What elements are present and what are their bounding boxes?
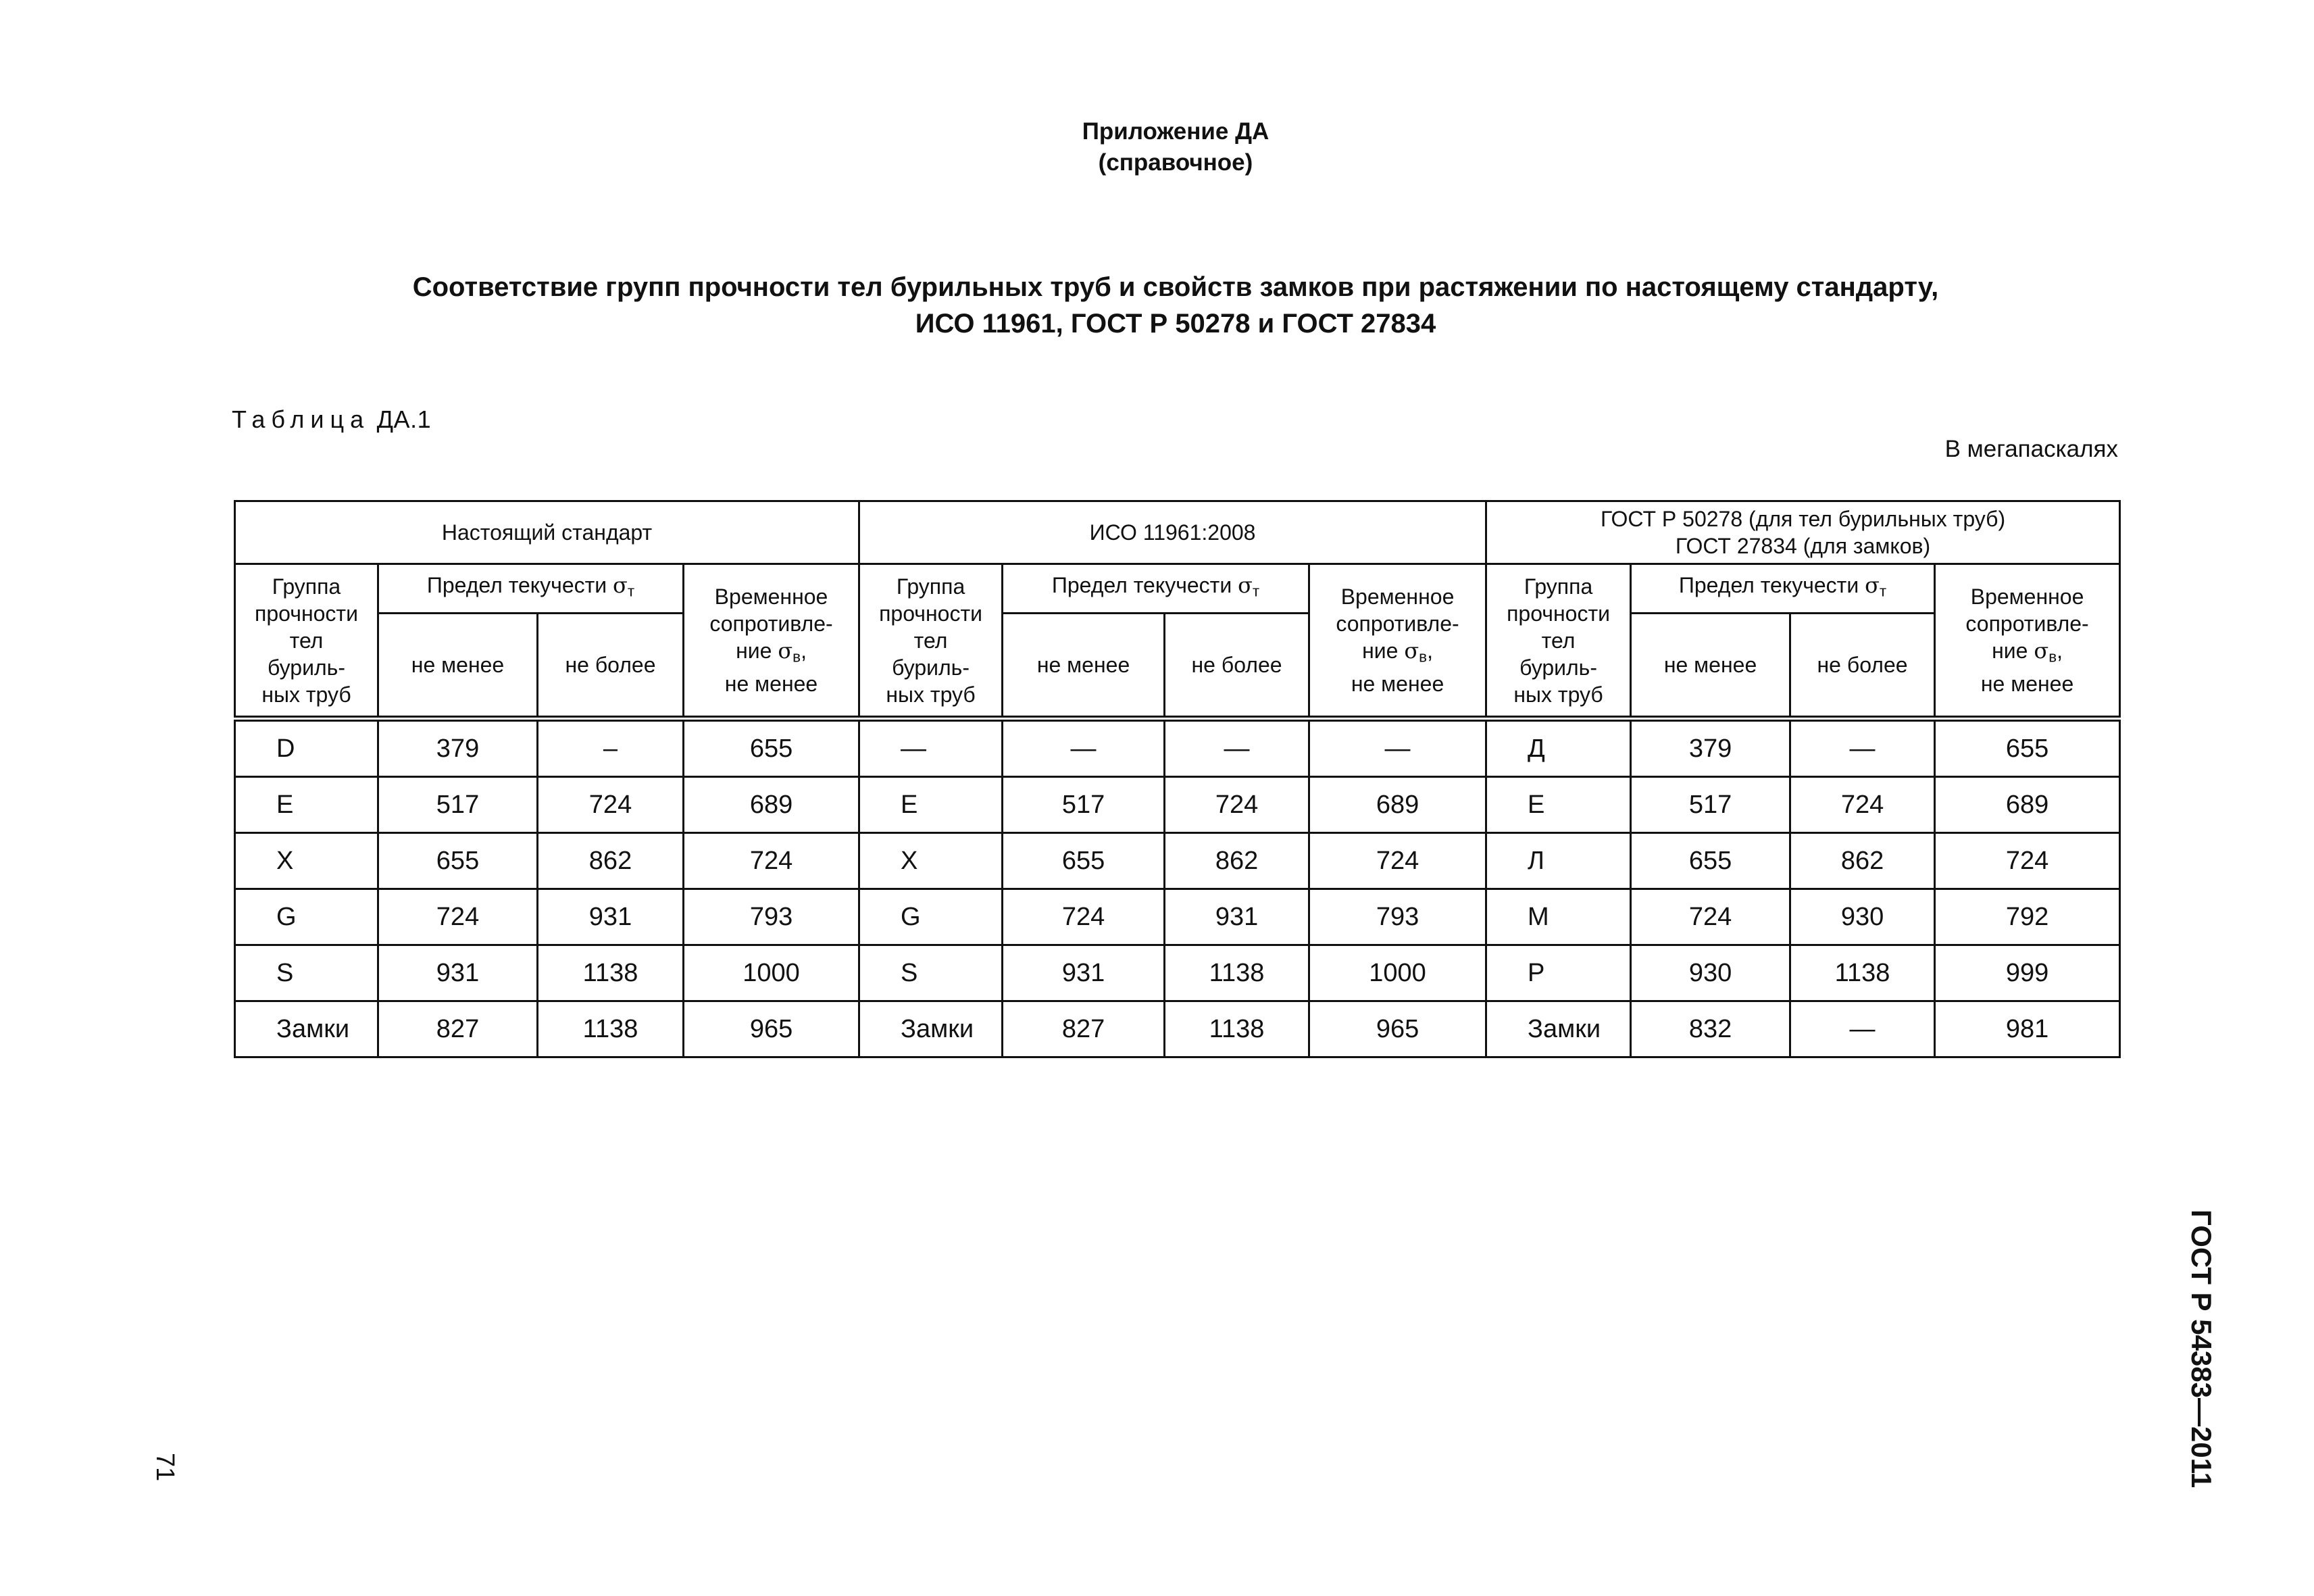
table-row (235, 719, 2120, 777)
table-cell: Р (1486, 945, 1631, 1001)
table-label-word: Таблица (232, 405, 370, 433)
table-cell: 655 (378, 833, 538, 889)
table-cell: — (1309, 719, 1486, 777)
table-cell: X (235, 833, 378, 889)
col-header-max: не более (1165, 614, 1309, 719)
table-cell: 1000 (1309, 945, 1486, 1001)
table-cell: 655 (1631, 833, 1790, 889)
table-label-id: ДА.1 (376, 405, 432, 433)
page-number: 71 (151, 1453, 179, 1482)
gost-pipes-line: ГОСТ Р 50278 (для тел бурильных труб) (1601, 507, 2006, 531)
table-cell: — (859, 719, 1003, 777)
table-cell: – (538, 719, 684, 777)
table-cell: E (859, 777, 1003, 833)
table-cell: 931 (1165, 889, 1309, 945)
table-cell: 689 (1935, 777, 2120, 833)
table-cell: 931 (378, 945, 538, 1001)
col-header-group: Группа прочности тел буриль- ных труб (859, 564, 1003, 719)
table-cell: 655 (684, 719, 859, 777)
group-header-iso: ИСО 11961:2008 (859, 501, 1486, 564)
table-cell: 724 (1790, 777, 1935, 833)
col-header-tensile: Временное сопротивле- ние σв, не менее (684, 564, 859, 719)
table-cell: Е (1486, 777, 1631, 833)
table-cell: 862 (1790, 833, 1935, 889)
table-cell: 1138 (538, 1001, 684, 1057)
table-cell: 981 (1935, 1001, 2120, 1057)
col-header-yield: Предел текучести σт (1631, 564, 1935, 614)
table-cell: 827 (1003, 1001, 1165, 1057)
col-header-tensile: Временное сопротивле- ние σв, не менее (1309, 564, 1486, 719)
table-row (235, 777, 2120, 833)
col-header-max: не более (538, 614, 684, 719)
table-cell: 724 (1309, 833, 1486, 889)
col-header-yield: Предел текучести σт (1003, 564, 1309, 614)
table-cell: 724 (1935, 833, 2120, 889)
table-cell: 862 (1165, 833, 1309, 889)
units-note: В мегапаскалях (1944, 436, 2118, 462)
table-cell: 724 (1631, 889, 1790, 945)
col-header-group: Группа прочности тел буриль- ных труб (1486, 564, 1631, 719)
table-cell: — (1165, 719, 1309, 777)
table-cell: — (1790, 719, 1935, 777)
col-header-min: не менее (1631, 614, 1790, 719)
table-cell: 930 (1631, 945, 1790, 1001)
document-code: ГОСТ Р 54383—2011 (2186, 1210, 2217, 1489)
table-cell: М (1486, 889, 1631, 945)
col-header-tensile: Временное сопротивле- ние σв, не менее (1935, 564, 2120, 719)
table-cell: Л (1486, 833, 1631, 889)
col-header-yield: Предел текучести σт (378, 564, 684, 614)
heading-line-1: Соответствие групп прочности тел бурильных труб и свойств замков при растяжении по настоящему стандарту, (412, 272, 1939, 302)
table-cell: 724 (1003, 889, 1165, 945)
col-header-min: не менее (378, 614, 538, 719)
table-cell: Замки (235, 1001, 378, 1057)
table-cell: D (235, 719, 378, 777)
table-cell: 999 (1935, 945, 2120, 1001)
appendix-type: (справочное) (1098, 149, 1253, 176)
appendix-label: Приложение ДА (1082, 118, 1269, 145)
table-cell: 724 (1165, 777, 1309, 833)
table-cell: 517 (1003, 777, 1165, 833)
heading-line-2: ИСО 11961, ГОСТ Р 50278 и ГОСТ 27834 (915, 309, 1436, 339)
table-cell: 379 (378, 719, 538, 777)
col-header-min: не менее (1003, 614, 1165, 719)
table-cell: S (859, 945, 1003, 1001)
table-cell: 792 (1935, 889, 2120, 945)
table-cell: X (859, 833, 1003, 889)
table-cell: 1138 (1165, 1001, 1309, 1057)
table-cell: 689 (1309, 777, 1486, 833)
table-cell: E (235, 777, 378, 833)
table-cell: 724 (538, 777, 684, 833)
table-cell: Замки (1486, 1001, 1631, 1057)
table-label (232, 405, 431, 434)
gost-joints-line: ГОСТ 27834 (для замков) (1675, 534, 1931, 558)
table-cell: S (235, 945, 378, 1001)
table-row (235, 945, 2120, 1001)
table-cell: 931 (538, 889, 684, 945)
document-heading (0, 269, 2314, 342)
table-cell: 1138 (538, 945, 684, 1001)
table-cell: 832 (1631, 1001, 1790, 1057)
appendix-title (0, 116, 2314, 178)
table-row (235, 833, 2120, 889)
table-cell: G (859, 889, 1003, 945)
table-cell: 1138 (1165, 945, 1309, 1001)
table-body (235, 719, 2120, 1057)
strength-table (234, 500, 2121, 1058)
table-cell: 724 (378, 889, 538, 945)
table-cell: 379 (1631, 719, 1790, 777)
table-cell: 793 (1309, 889, 1486, 945)
table-cell: 517 (1631, 777, 1790, 833)
table-cell: 655 (1935, 719, 2120, 777)
table-cell: Д (1486, 719, 1631, 777)
table-cell: — (1003, 719, 1165, 777)
table-cell: G (235, 889, 378, 945)
table-cell: 1138 (1790, 945, 1935, 1001)
table-cell: Замки (859, 1001, 1003, 1057)
table-cell: 931 (1003, 945, 1165, 1001)
table-cell: 930 (1790, 889, 1935, 945)
table-cell: 689 (684, 777, 859, 833)
table-row (235, 889, 2120, 945)
table-cell: 655 (1003, 833, 1165, 889)
table-cell: — (1790, 1001, 1935, 1057)
table-cell: 827 (378, 1001, 538, 1057)
group-header-gost (1486, 501, 2120, 564)
table-cell: 965 (1309, 1001, 1486, 1057)
table-cell: 517 (378, 777, 538, 833)
table-row (235, 1001, 2120, 1057)
table-cell: 724 (684, 833, 859, 889)
col-header-max: не более (1790, 614, 1935, 719)
table-cell: 862 (538, 833, 684, 889)
table-cell: 965 (684, 1001, 859, 1057)
group-header-this-standard: Настоящий стандарт (235, 501, 859, 564)
table-cell: 793 (684, 889, 859, 945)
col-header-group: Группа прочности тел буриль- ных труб (235, 564, 378, 719)
table-cell: 1000 (684, 945, 859, 1001)
